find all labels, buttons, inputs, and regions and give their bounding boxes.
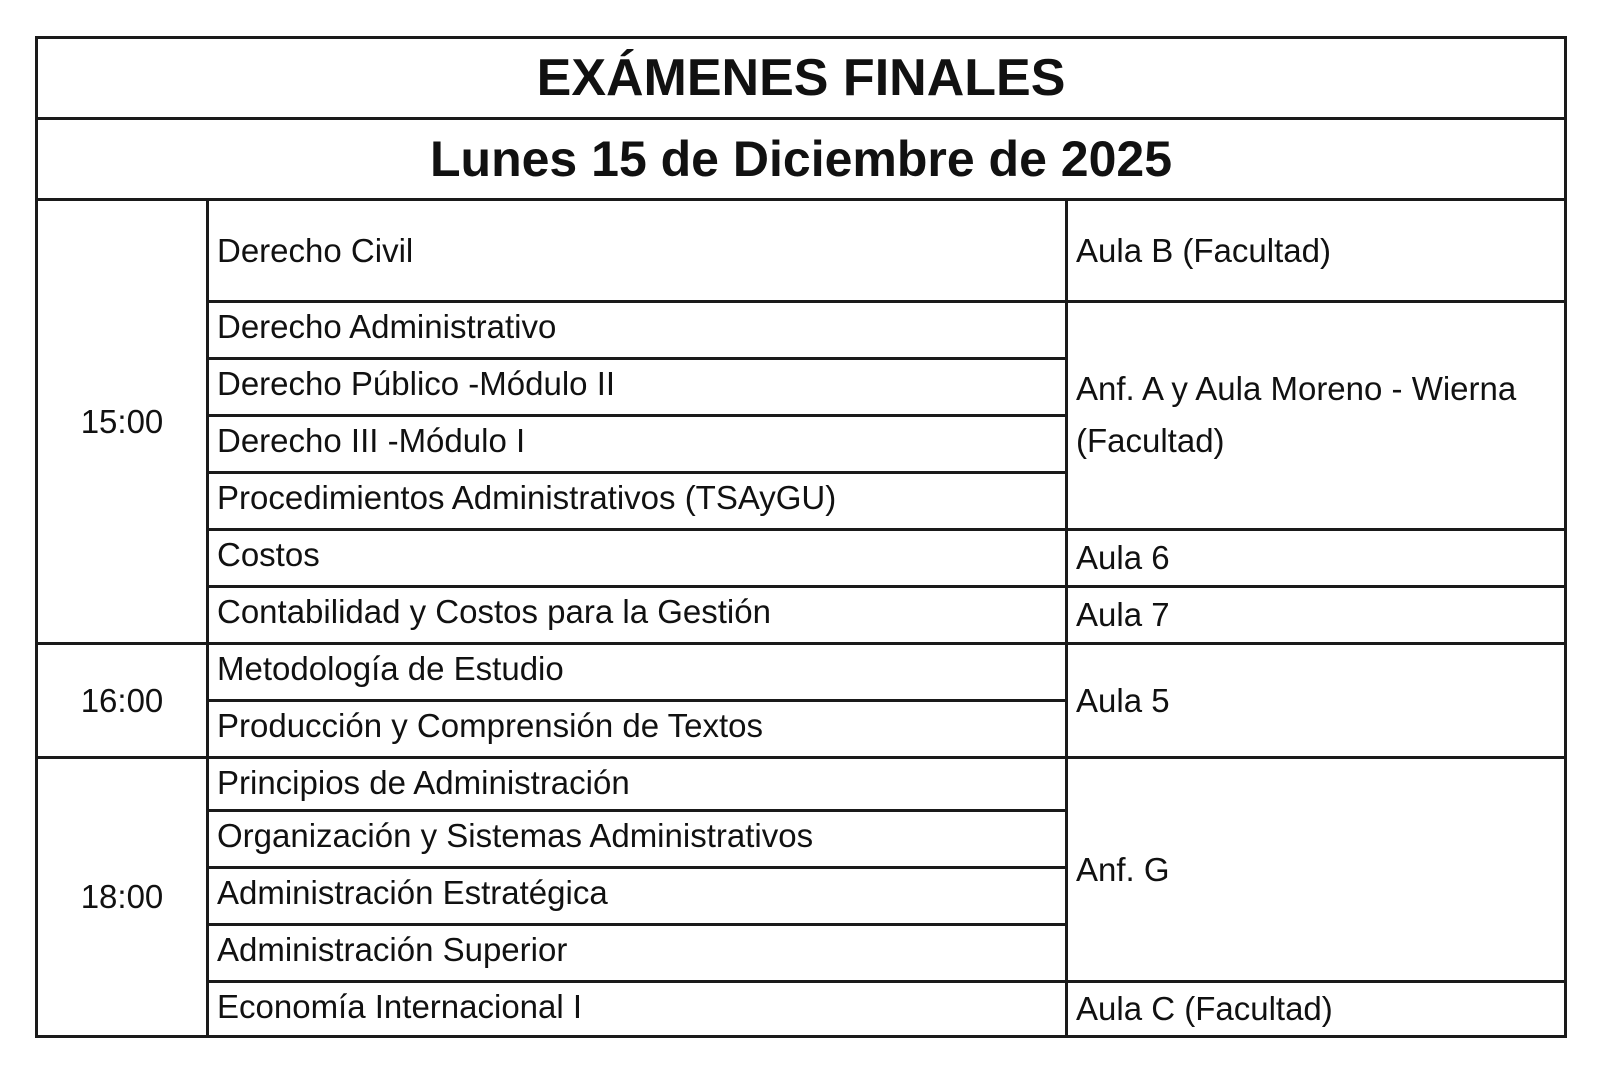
schedule-title: EXÁMENES FINALES — [37, 38, 1566, 119]
time-slot: 18:00 — [37, 758, 208, 1037]
subject-cell: Administración Superior — [208, 925, 1067, 982]
subject-cell: Contabilidad y Costos para la Gestión — [208, 587, 1067, 644]
subject-cell: Principios de Administración — [208, 758, 1067, 811]
subject-cell: Producción y Comprensión de Textos — [208, 701, 1067, 758]
room-cell: Anf. A y Aula Moreno - Wierna (Facultad) — [1067, 302, 1566, 530]
subject-cell: Procedimientos Administrativos (TSAyGU) — [208, 473, 1067, 530]
schedule-date: Lunes 15 de Diciembre de 2025 — [37, 119, 1566, 200]
room-cell: Aula C (Facultad) — [1067, 982, 1566, 1037]
subject-cell: Metodología de Estudio — [208, 644, 1067, 701]
exam-schedule-table — [35, 36, 1567, 1038]
room-cell: Aula 7 — [1067, 587, 1566, 644]
time-slot: 16:00 — [37, 644, 208, 758]
subject-cell: Derecho Público -Módulo II — [208, 359, 1067, 416]
room-cell: Aula 6 — [1067, 530, 1566, 587]
subject-cell: Derecho III -Módulo I — [208, 416, 1067, 473]
room-cell: Anf. G — [1067, 758, 1566, 982]
subject-cell: Derecho Administrativo — [208, 302, 1067, 359]
subject-cell: Derecho Civil — [208, 200, 1067, 302]
room-cell: Aula B (Facultad) — [1067, 200, 1566, 302]
time-slot: 15:00 — [37, 200, 208, 644]
subject-cell: Economía Internacional I — [208, 982, 1067, 1037]
subject-cell: Organización y Sistemas Administrativos — [208, 811, 1067, 868]
subject-cell: Costos — [208, 530, 1067, 587]
subject-cell: Administración Estratégica — [208, 868, 1067, 925]
room-cell: Aula 5 — [1067, 644, 1566, 758]
